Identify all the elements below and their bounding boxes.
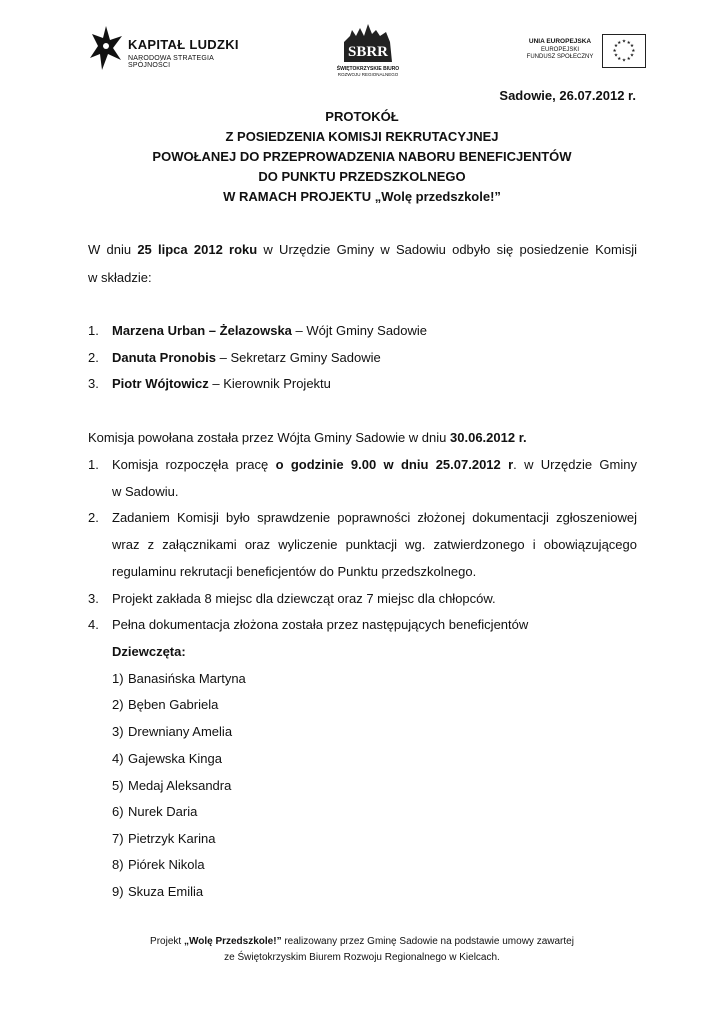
eu-line-1: UNIA EUROPEJSKA xyxy=(528,38,592,45)
eu-flag-icon xyxy=(602,34,646,68)
point-4-text: Pełna dokumentacja złożona została przez następujących beneficjentów xyxy=(112,617,529,632)
svg-text:★: ★ xyxy=(621,39,627,45)
sbrr-skyline-icon xyxy=(338,22,398,66)
sbrr-line-2: ROZWOJU REGIONALNEGO xyxy=(337,72,399,77)
girl-number: 6) xyxy=(112,804,124,819)
svg-text:★: ★ xyxy=(613,53,619,59)
point-1-line-1: Komisja rozpoczęła pracę o godzinie 9.00 w dniu 25.07.2012 r. w Urzędzie Gminy xyxy=(112,457,637,472)
girl-name: Drewniany Amelia xyxy=(128,724,233,739)
intro-paragraph-line-2: w składzie: xyxy=(88,270,152,285)
girl-number: 5) xyxy=(112,778,124,793)
girl-name: Piórek Nikola xyxy=(128,857,205,872)
point-2-line-3: regulaminu rekrutacji beneficjentów do Punktu przedszkolnego. xyxy=(112,564,477,579)
svg-text:★: ★ xyxy=(613,44,619,50)
svg-text:★: ★ xyxy=(629,53,635,59)
svg-text:★: ★ xyxy=(612,48,617,54)
svg-text:★: ★ xyxy=(631,48,636,54)
svg-text:★: ★ xyxy=(617,40,622,46)
girl-name: Medaj Aleksandra xyxy=(128,778,232,793)
kapital-ludzki-title: KAPITAŁ LUDZKI xyxy=(128,37,239,52)
commission-paragraph: Komisja powołana została przez Wójta Gminy Sadowie w dniu 30.06.2012 r. xyxy=(88,430,527,445)
title-line-3: POWOŁANEJ DO PRZEPROWADZENIA NABORU BENEFICJENTÓW xyxy=(152,149,572,164)
eu-line-2: EUROPEJSKI xyxy=(540,47,579,53)
member-item: Danuta Pronobis – Sekretarz Gminy Sadowie xyxy=(112,350,381,365)
girl-number: 8) xyxy=(112,857,124,872)
svg-text:★: ★ xyxy=(626,40,631,46)
title-line-5: W RAMACH PROJEKTU „Wolę przedszkole!” xyxy=(223,189,501,204)
title-line-4: DO PUNKTU PRZEDSZKOLNEGO xyxy=(258,169,466,184)
document-date: Sadowie, 26.07.2012 r. xyxy=(499,88,636,103)
girl-number: 7) xyxy=(112,831,124,846)
eu-line-3: FUNDUSZ SPOŁECZNY xyxy=(526,54,594,60)
girl-name: Nurek Daria xyxy=(128,804,198,819)
girl-number: 4) xyxy=(112,751,124,766)
girl-number: 1) xyxy=(112,671,124,686)
svg-text:★: ★ xyxy=(621,58,627,64)
member-number: 1. xyxy=(88,323,99,338)
girl-name: Bęben Gabriela xyxy=(128,697,219,712)
sbrr-logo xyxy=(328,22,408,82)
point-2-line-2: wraz z załącznikami oraz wyliczenie punktacji wg. zatwierdzonego i obowiązującego xyxy=(112,537,637,552)
girl-number: 9) xyxy=(112,884,124,899)
point-number: 4. xyxy=(88,617,99,632)
point-2-line-1: Zadaniem Komisji było sprawdzenie poprawności złożonej dokumentacji zgłoszeniowej xyxy=(112,510,637,525)
member-item: Marzena Urban – Żelazowska – Wójt Gminy Sadowie xyxy=(112,323,428,338)
girl-name: Banasińska Martyna xyxy=(128,671,246,686)
point-1-line-2: w Sadowiu. xyxy=(112,484,179,499)
girl-name: Skuza Emilia xyxy=(128,884,204,899)
sbrr-line-1: ŚWIĘTOKRZYSKIE BIURO xyxy=(336,66,400,72)
girl-name: Pietrzyk Karina xyxy=(128,831,216,846)
svg-text:★: ★ xyxy=(617,57,622,63)
point-number: 2. xyxy=(88,510,99,525)
eu-logo xyxy=(522,34,646,70)
svg-text:★: ★ xyxy=(629,44,635,50)
footer-line-2: ze Świętokrzyskim Biurem Rozwoju Regionalnego w Kielcach. xyxy=(224,952,500,963)
kapital-ludzki-logo xyxy=(88,24,248,76)
member-number: 3. xyxy=(88,376,99,391)
footer-line-1: Projekt „Wolę Przedszkole!” realizowany przez Gminę Sadowie na podstawie umowy zawartej xyxy=(150,936,574,947)
girl-number: 3) xyxy=(112,724,124,739)
member-item: Piotr Wójtowicz – Kierownik Projektu xyxy=(112,376,331,391)
girl-name: Gajewska Kinga xyxy=(128,751,222,766)
intro-paragraph-line-1: W dniu 25 lipca 2012 roku w Urzędzie Gminy w Sadowiu odbyło się posiedzenie Komisji xyxy=(88,242,637,257)
member-number: 2. xyxy=(88,350,99,365)
kapital-ludzki-star-icon xyxy=(88,24,124,74)
girls-heading: Dziewczęta: xyxy=(112,644,186,659)
sbrr-name: SBRR xyxy=(347,44,389,60)
point-number: 1. xyxy=(88,457,99,472)
kapital-ludzki-subtitle: NARODOWA STRATEGIA SPÓJNOŚCI xyxy=(128,55,214,69)
svg-text:★: ★ xyxy=(626,57,631,63)
title-line-1: PROTOKÓŁ xyxy=(325,109,399,124)
girl-number: 2) xyxy=(112,697,124,712)
title-line-2: Z POSIEDZENIA KOMISJI REKRUTACYJNEJ xyxy=(225,129,499,144)
point-number: 3. xyxy=(88,591,99,606)
point-3-text: Projekt zakłada 8 miejsc dla dziewcząt oraz 7 miejsc dla chłopców. xyxy=(112,591,496,606)
